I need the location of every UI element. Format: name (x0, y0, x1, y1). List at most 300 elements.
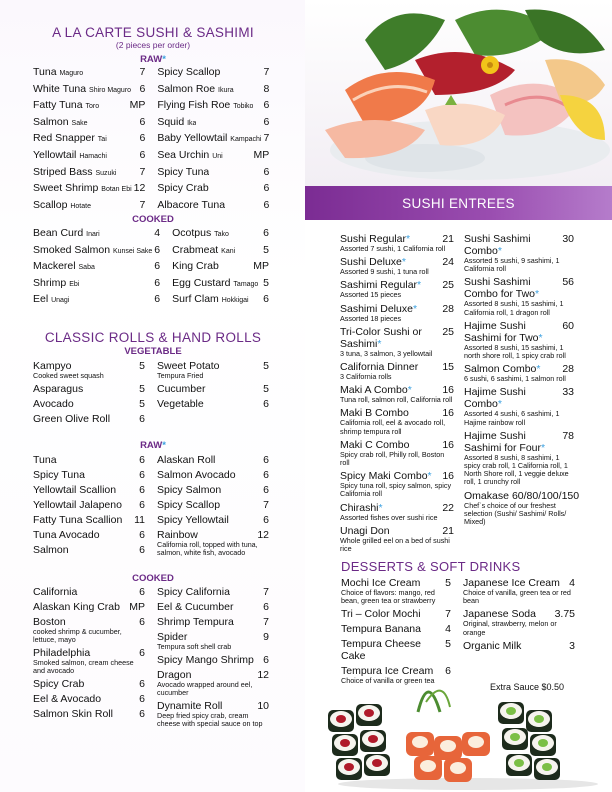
roll-item (157, 360, 269, 380)
roll-item (33, 678, 145, 690)
entree-name: Sushi Sashimi Combo for Two* (464, 276, 540, 301)
entree-item (464, 363, 574, 383)
entree-row (464, 320, 574, 344)
entree-description: Assorted 5 sushi, 9 sashimi, 1 California roll (464, 256, 560, 274)
roll-column (157, 360, 269, 428)
entree-name: Hajime Sushi Sashimi for Four* (464, 429, 546, 454)
entree-name: Salmon Combo* (464, 363, 541, 376)
item-name: Eel Unagi (33, 293, 70, 306)
item-price: 11 (134, 514, 145, 526)
menu-item (157, 65, 269, 82)
item-price: 5 (139, 383, 145, 395)
item-japanese-name: Ebi (69, 280, 80, 288)
roll-item (157, 499, 269, 511)
item-japanese-name: Hotate (70, 202, 91, 210)
item-name: Salmon (33, 544, 69, 556)
item-price: 6 (139, 586, 145, 598)
entree-price: 21 (442, 233, 454, 245)
item-name: Dynamite Roll (157, 700, 223, 712)
alacarte-subtitle: (2 pieces per order) (115, 40, 191, 50)
entree-row (341, 608, 451, 620)
item-name: Tuna Avocado (33, 529, 100, 541)
roll-row (33, 398, 145, 410)
roll-row (33, 586, 145, 598)
item-price: 4 (154, 227, 161, 239)
roll-row (157, 469, 269, 481)
item-name: Shrimp Tempura (157, 616, 234, 628)
item-price: 6 (263, 601, 269, 613)
entree-description: Assorted 18 pieces (340, 313, 402, 323)
entree-description: California roll, eel & avocado roll, shrimp tempura roll (340, 418, 446, 436)
star-icon: * (407, 384, 412, 397)
rolls-title: CLASSIC ROLLS & HAND ROLLS (44, 330, 262, 345)
item-name: Striped Bass Suzuki (33, 165, 117, 178)
entree-item (341, 623, 451, 635)
sashimi-platter-photo (305, 0, 612, 186)
entree-price: 30 (562, 233, 574, 245)
roll-row (157, 383, 269, 395)
item-price: 7 (263, 499, 269, 511)
item-japanese-name: Botan Ebi (101, 186, 132, 194)
entrees-right-list (464, 233, 580, 529)
menu-item (33, 243, 160, 260)
menu-item (157, 82, 269, 99)
menu-item (33, 115, 145, 132)
item-price: 6 (139, 499, 145, 511)
entree-item (463, 640, 575, 652)
roll-row (33, 693, 145, 705)
entree-name: Maki A Combo* (340, 384, 412, 397)
star-icon: * (541, 441, 546, 454)
roll-item (33, 514, 145, 526)
rolls-cooked-label: COOKED (132, 573, 174, 584)
entree-name: Hajime Sushi Sashimi for Two* (464, 319, 543, 344)
entree-price: 28 (562, 363, 574, 376)
item-name: Spicy Tuna (33, 469, 85, 481)
entree-item (464, 320, 574, 360)
entree-price: 15 (442, 361, 454, 374)
item-name: Alaskan King Crab (33, 601, 120, 613)
roll-row (33, 708, 145, 720)
extra-sauce-note: Extra Sauce $0.50 (490, 682, 565, 692)
roll-row (33, 484, 145, 496)
roll-row (33, 469, 145, 481)
entree-item (340, 502, 454, 522)
item-price: 6 (139, 454, 145, 466)
item-price: 6 (139, 616, 145, 628)
item-price: 6 (139, 693, 145, 705)
item-name: Spicy Yellowtail (157, 514, 229, 526)
entree-price: 7 (445, 608, 451, 621)
entree-price: 16 (442, 470, 454, 483)
entree-name: Tempura Ice Cream (341, 665, 434, 678)
roll-column (33, 360, 145, 428)
roll-row (33, 413, 145, 425)
roll-column (157, 454, 269, 560)
entree-name: Unagi Don (340, 524, 390, 537)
item-japanese-name: Tamago (233, 280, 259, 288)
entree-row (463, 640, 575, 652)
item-price: 6 (139, 647, 145, 659)
roll-row (157, 654, 269, 666)
entree-description: Assorted 8 sushi, 15 sashimi, 1 California roll, 1 dragon roll (464, 299, 564, 317)
item-price: 9 (263, 631, 269, 643)
item-name: Spicy Scallop (157, 499, 221, 511)
item-price: 12 (133, 182, 146, 195)
item-name: Yellowtail Scallion (33, 484, 117, 496)
entree-name: Tri – Color Mochi (341, 608, 421, 621)
entree-price: 21 (442, 524, 454, 537)
roll-item (157, 529, 269, 557)
star-icon: * (538, 331, 543, 344)
item-japanese-name: Hamachi (79, 152, 107, 160)
roll-column (33, 454, 145, 560)
item-price: 6 (263, 469, 269, 481)
star-icon: * (401, 256, 406, 269)
roll-row (157, 586, 269, 598)
entree-name: Organic Milk (463, 639, 522, 652)
item-name: Eel & Avocado (33, 693, 102, 705)
roll-row (157, 514, 269, 526)
item-price: 6 (139, 148, 146, 161)
entree-description: 6 sushi, 6 sashimi, 1 salmon roll (464, 374, 566, 384)
item-name: Spicy Tuna (157, 165, 210, 178)
menu-item (157, 98, 269, 115)
entree-row (464, 233, 574, 257)
item-japanese-name: Maguro (59, 70, 84, 77)
roll-item (157, 398, 269, 410)
menu-item (172, 243, 269, 260)
entree-name: Sashimi Deluxe* (340, 302, 418, 315)
roll-row (33, 454, 145, 466)
entrees-left-list (340, 233, 454, 556)
item-price: 5 (139, 398, 145, 410)
entree-description: 3 tuna, 3 salmon, 3 yellowtail (340, 348, 433, 358)
entree-item (340, 470, 454, 498)
menu-item (33, 292, 160, 309)
entree-item (464, 430, 574, 487)
item-japanese-name: Shiro Maguro (89, 86, 132, 94)
item-price: 6 (263, 182, 270, 195)
menu-item (33, 226, 160, 243)
roll-row (157, 616, 269, 628)
item-name: Boston (33, 616, 66, 628)
desserts-title: DESSERTS & SOFT DRINKS (341, 559, 521, 574)
item-japanese-name: Hokkigai (221, 297, 249, 305)
entree-description: Assorted fishes over sushi rice (340, 512, 438, 522)
roll-item (33, 647, 145, 675)
entree-price: 3.75 (554, 608, 575, 621)
alacarte-title: A LA CARTE SUSHI & SASHIMI (52, 25, 254, 40)
entree-description: Spicy crab roll, Philly roll, Boston roll (340, 449, 445, 468)
item-price: 6 (263, 454, 269, 466)
entree-row (464, 489, 580, 502)
menu-item (157, 131, 269, 148)
item-japanese-name: Sake (71, 119, 88, 127)
item-name: Spicy Crab (33, 678, 85, 690)
item-name: Green Olive Roll (33, 413, 111, 425)
item-description: Tempura Fried (157, 371, 204, 380)
item-price: 6 (263, 484, 269, 496)
item-japanese-name: Unagi (51, 297, 70, 305)
item-name: Smoked Salmon Kunsei Sake (33, 243, 153, 256)
entree-description: Chef`s choice of our freshest selection (Sushi/ Sashimi/ Rolls/ Mixed) (464, 500, 567, 527)
item-price: MP (253, 260, 269, 273)
item-description: Smoked salmon, cream cheese and avocado (33, 658, 134, 675)
menu-item (172, 292, 269, 309)
roll-item (33, 413, 145, 425)
entree-price: 22 (442, 501, 454, 514)
entree-description: Assorted 8 sushi, 15 sashimi, 1 north shore roll, 1 spicy crab roll (464, 342, 566, 361)
item-name: Avocado (33, 398, 74, 410)
menu-item (157, 148, 269, 165)
entree-item (464, 386, 574, 426)
menu-item (33, 276, 160, 293)
item-price: 6 (263, 165, 270, 178)
item-name: Tuna (33, 454, 57, 466)
roll-item (33, 708, 145, 720)
item-price: MP (253, 148, 270, 161)
item-japanese-name: Inari (86, 231, 100, 238)
item-price: 7 (263, 132, 270, 145)
item-price: 5 (139, 360, 145, 372)
item-price: 6 (139, 82, 146, 95)
entree-description: Choice of vanilla or green tea (341, 676, 435, 686)
item-name: Spicy Scallop (157, 66, 221, 78)
roll-row (157, 484, 269, 496)
item-name: Baby Yellowtail Kampachi (157, 132, 262, 145)
item-name: Salmon Skin Roll (33, 708, 113, 720)
item-name: Surf Clam Hokkigai (172, 293, 249, 306)
entree-price: 16 (442, 438, 454, 451)
entree-item (340, 233, 454, 253)
item-price: 6 (154, 276, 161, 289)
item-price: 6 (263, 198, 270, 211)
item-japanese-name: Tai (97, 136, 107, 144)
entree-name: Tri-Color Sushi or Sashimi* (340, 325, 422, 350)
entree-item (340, 361, 454, 381)
item-price: 6 (139, 529, 145, 541)
entree-item (340, 256, 454, 276)
alacarte-cooked-label: COOKED (132, 214, 174, 225)
item-price: 5 (263, 360, 269, 372)
item-name: Cucumber (157, 383, 206, 395)
item-price: 5 (263, 243, 269, 256)
entree-price: 4 (569, 577, 575, 589)
menu-item (157, 115, 269, 132)
menu-item (33, 131, 145, 148)
entree-description: Assorted 9 sushi, 1 tuna roll (340, 267, 429, 277)
item-name: Tuna Maguro (33, 66, 84, 78)
entree-price: 33 (562, 386, 574, 399)
item-price: MP (129, 601, 145, 613)
item-price: 7 (139, 198, 146, 211)
roll-row (33, 544, 145, 556)
entree-price: 3 (569, 639, 575, 652)
roll-item (157, 383, 269, 395)
menu-item (33, 148, 145, 165)
entree-price: 60/80/100/150 (511, 489, 580, 502)
item-price: 6 (263, 227, 269, 239)
star-icon: * (427, 470, 432, 483)
entree-row (340, 502, 454, 514)
roll-item (157, 669, 269, 697)
star-icon: * (497, 245, 502, 257)
entree-item (340, 407, 454, 435)
roll-item (33, 601, 145, 613)
item-japanese-name: Kampachi (230, 136, 262, 144)
item-price: 6 (263, 99, 270, 112)
item-japanese-name: Tobiko (233, 103, 254, 111)
item-price: 7 (139, 165, 146, 178)
item-name: Eel & Cucumber (157, 601, 234, 613)
item-description: Cooked sweet squash (33, 371, 104, 380)
item-name: Ocotpus Tako (172, 227, 229, 239)
roll-row (33, 678, 145, 690)
alacarte-raw-list (33, 65, 269, 214)
entree-name: Sushi Deluxe* (340, 256, 406, 269)
entree-price: 6 (445, 665, 451, 678)
entree-price: 78 (562, 429, 574, 442)
entree-description: Tuna roll, salmon roll, California roll (340, 395, 453, 405)
rolls-veg-list (33, 360, 269, 428)
entree-price: 5 (445, 577, 451, 589)
menu-item (33, 82, 145, 99)
roll-item (33, 469, 145, 481)
item-name: Spicy Mango Shrimp (157, 654, 254, 666)
entree-row (464, 386, 574, 410)
entree-item (463, 577, 575, 605)
item-price: 6 (139, 678, 145, 690)
sushi-entrees-banner: SUSHI ENTREES (305, 186, 612, 220)
entree-description: Spicy tuna roll, spicy salmon, spicy California roll (340, 481, 452, 499)
item-price: 6 (139, 413, 145, 425)
item-japanese-name: Kunsei Sake (112, 247, 153, 255)
roll-row (33, 499, 145, 511)
roll-item (33, 616, 145, 644)
item-price: 5 (263, 383, 269, 395)
item-price: 5 (263, 276, 269, 289)
menu-item (33, 181, 145, 198)
roll-item (157, 616, 269, 628)
roll-item (157, 700, 269, 728)
item-price: 6 (263, 654, 269, 666)
item-name: Bean Curd Inari (33, 227, 100, 239)
item-price: 6 (263, 514, 269, 526)
entree-row (340, 326, 454, 350)
star-icon: * (378, 501, 383, 514)
entree-description: Assorted 4 sushi, 6 sashimi, 1 Hajime rainbow roll (464, 409, 560, 427)
entree-row (341, 638, 451, 662)
entree-name: Sushi Regular* (340, 233, 411, 245)
item-price: 7 (263, 586, 269, 598)
item-name: Vegetable (157, 398, 204, 410)
entree-row (464, 430, 574, 454)
entree-name: Mochi Ice Cream (341, 577, 421, 589)
item-name: Alaskan Roll (157, 454, 216, 466)
alacarte-cooked-list (33, 226, 269, 309)
entree-price: 16 (442, 407, 454, 420)
entree-description: Choice of vanilla, green tea or red bean (463, 588, 571, 606)
entree-item (340, 326, 454, 358)
roll-item (157, 586, 269, 598)
item-japanese-name: Suzuki (95, 169, 117, 177)
item-japanese-name: Toro (85, 103, 100, 111)
item-name: Dragon (157, 669, 192, 681)
alacarte-raw-label: RAW* (140, 54, 166, 65)
item-name: Mackerel Saba (33, 260, 95, 273)
item-price: 6 (139, 708, 145, 720)
item-name: Spider (157, 631, 188, 643)
item-description: Deep fried spicy crab, cream cheese with special sauce on top (157, 711, 263, 728)
entree-row (341, 623, 451, 635)
item-price: 7 (139, 66, 146, 78)
entree-name: Chirashi* (340, 501, 383, 514)
roll-item (33, 360, 145, 380)
menu-item (157, 165, 269, 182)
item-japanese-name: Ikura (218, 86, 234, 94)
star-icon: * (535, 288, 540, 301)
entree-item (464, 233, 574, 273)
item-name: Squid Ika (157, 115, 197, 128)
entree-item (340, 279, 454, 299)
item-name: Rainbow (157, 529, 198, 541)
entree-name: Tempura Cheese Cake (341, 638, 421, 663)
item-price: 6 (139, 484, 145, 496)
roll-item (157, 601, 269, 613)
roll-item (33, 484, 145, 496)
item-name: Asparagus (33, 383, 84, 395)
sushi-rolls-photo (318, 672, 612, 792)
item-name: Spicy California (157, 586, 230, 598)
roll-item (33, 398, 145, 410)
item-description: Avocado wrapped around eel, cucumber (157, 680, 253, 697)
menu-item (172, 259, 269, 276)
entree-name: Maki B Combo (340, 407, 409, 420)
entree-price: 25 (442, 325, 454, 338)
entree-row (340, 303, 454, 315)
entree-price: 24 (442, 256, 454, 269)
roll-item (157, 514, 269, 526)
item-price: 6 (263, 398, 269, 410)
item-name: Spicy Salmon (157, 484, 222, 496)
roll-item (33, 454, 145, 466)
entree-name: Sashimi Regular* (340, 279, 422, 292)
item-japanese-name: Kani (221, 247, 236, 255)
item-name: Salmon Avocado (157, 469, 236, 481)
rolls-raw-list (33, 454, 269, 560)
entree-name: Japanese Soda (463, 608, 536, 621)
item-price: 7 (263, 66, 270, 78)
menu-item (172, 276, 269, 293)
entree-description: Assorted 7 sushi, 1 California roll (340, 244, 446, 253)
roll-item (157, 654, 269, 666)
star-icon: * (536, 363, 541, 376)
star-icon: * (412, 302, 418, 315)
item-description: cooked shrimp & cucumber, lettuce, mayo (33, 627, 122, 644)
item-price: 7 (263, 616, 269, 628)
item-price: 10 (257, 700, 269, 712)
menu-item (33, 198, 145, 215)
item-name: King Crab (172, 260, 219, 273)
item-price: 12 (257, 529, 269, 541)
item-name: Shrimp Ebi (33, 276, 80, 289)
item-price: 6 (139, 115, 146, 128)
rolls-veg-label: VEGETABLE (124, 346, 182, 357)
roll-item (33, 499, 145, 511)
entree-description: Choice of flavors: mango, red bean, green tea or strawberry (341, 588, 436, 606)
entree-name: Japanese Ice Cream (463, 577, 560, 589)
